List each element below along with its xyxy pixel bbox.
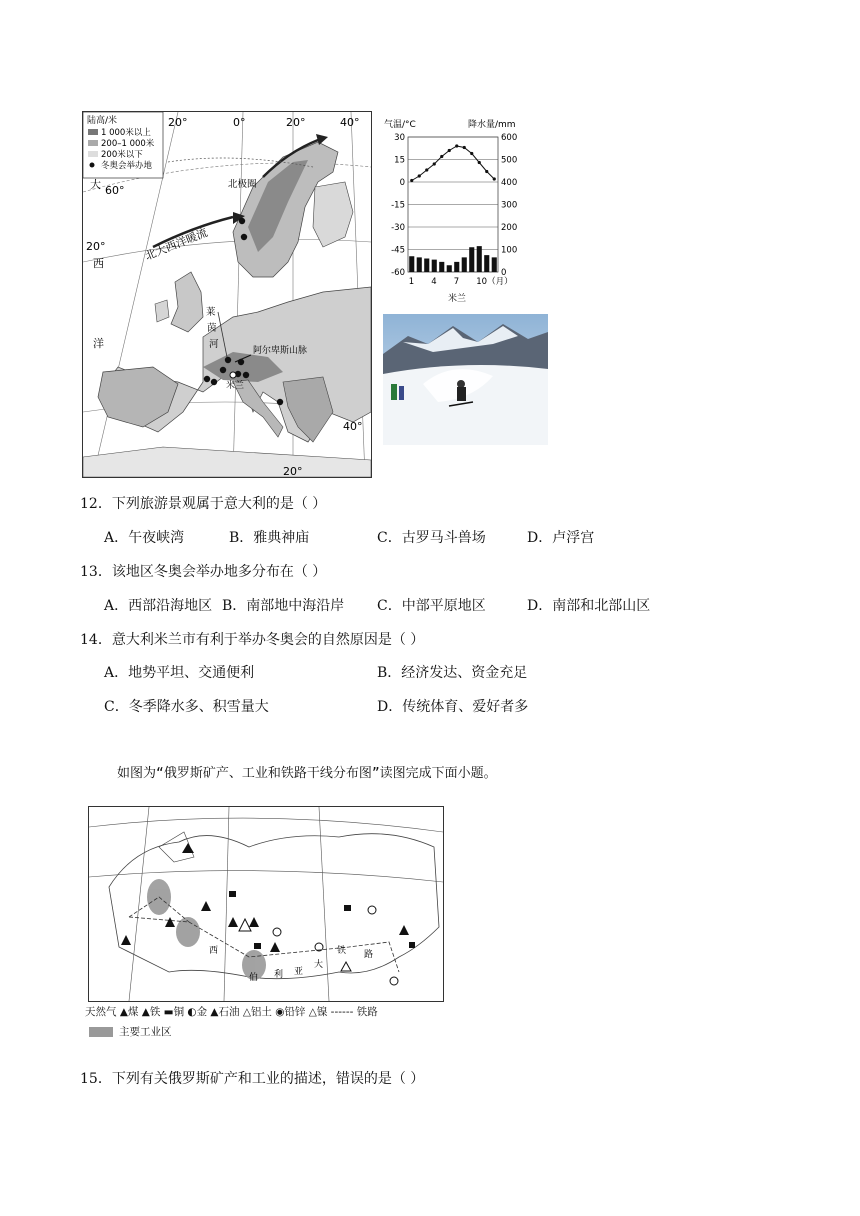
label-lon-0: 0°: [233, 116, 246, 129]
climate-temp-tick: 15: [394, 155, 405, 166]
climate-precip-tick: 500: [501, 155, 518, 166]
question-stem: 下列旅游景观属于意大利的是（ ）: [111, 496, 327, 512]
label-alps: 阿尔卑斯山脉: [253, 346, 308, 356]
q13-option-d[interactable]: D．南部和北部山区: [527, 598, 651, 614]
label-lon-20e: 20°: [286, 116, 306, 129]
russia-map: [88, 806, 444, 1002]
label-rhine-1: 莱: [206, 307, 216, 318]
label-rhine-3: 河: [209, 339, 219, 350]
label-da: 大: [314, 960, 324, 970]
temperature-point: [493, 177, 496, 180]
legend-item-high: 1 000米以上: [101, 128, 151, 138]
climate-temp-tick: 30: [394, 133, 405, 143]
russia-map-legend: 天然气 ▲煤 ▲铁 ▬铜 ◐金 ▲石油 △铝土 ◉铅锌 △镍 ------ 铁路: [85, 1006, 378, 1018]
climate-station-label: 米兰: [448, 294, 467, 304]
q14-option-c[interactable]: C．冬季降水多、积雪量大: [104, 699, 269, 715]
climate-precip-tick: 400: [501, 178, 518, 188]
milan-marker: [230, 372, 236, 378]
q14-option-d[interactable]: D．传统体育、爱好者多: [377, 699, 529, 715]
question-stem: 该地区冬奥会举办地多分布在（ ）: [111, 564, 327, 580]
temperature-line: [412, 146, 495, 181]
climate-temp-tick: -15: [391, 200, 405, 211]
climate-temp-tick: -30: [391, 223, 405, 233]
temperature-point: [440, 155, 443, 158]
question-14: [80, 630, 424, 650]
climate-month-tick: 1: [408, 277, 415, 287]
climate-temp-axis-label: 气温/°C: [384, 120, 416, 130]
temperature-point: [478, 161, 481, 164]
label-lon-20w: 20°: [168, 116, 188, 129]
precip-bar: [462, 257, 467, 272]
temperature-point: [448, 149, 451, 152]
question-number: 15．: [80, 1071, 112, 1087]
label-milan: 米兰: [226, 381, 245, 391]
europe-map: [82, 111, 372, 478]
precip-bar: [447, 265, 452, 272]
label-lon-40e: 40°: [340, 116, 360, 129]
q14-option-a[interactable]: A．地势平坦、交通便利: [104, 665, 255, 681]
label-ocean-2: 西: [93, 257, 104, 270]
climate-precip-axis-label: 降水量/mm: [468, 120, 516, 130]
section-intro: 如图为“俄罗斯矿产、工业和铁路干线分布图”读图完成下面小题。: [117, 766, 497, 781]
precip-bar: [439, 262, 444, 272]
precip-bar: [469, 247, 474, 272]
temperature-point: [425, 168, 428, 171]
temperature-point: [410, 179, 413, 182]
climate-precip-tick: 0: [501, 268, 507, 278]
label-rhine-2: 茵: [207, 323, 217, 334]
question-15: [80, 1069, 424, 1089]
q13-option-a[interactable]: A．西部沿海地区: [104, 598, 213, 614]
q12-option-a[interactable]: A．午夜峡湾: [104, 530, 185, 546]
climate-temp-tick: -45: [391, 245, 405, 256]
question-stem: 下列有关俄罗斯矿产和工业的描述，错误的是（ ）: [111, 1071, 425, 1087]
legend-title: 陆高/米: [87, 116, 118, 126]
climate-temp-tick: 0: [399, 178, 405, 188]
label-ocean-1: 大: [90, 178, 101, 191]
q13-option-b[interactable]: B．南部地中海沿岸: [222, 598, 345, 614]
label-xi: 西: [209, 946, 219, 956]
industrial-zone-label: 主要工业区: [119, 1026, 172, 1038]
label-lon-20e-bottom: 20°: [283, 465, 303, 477]
temperature-point: [470, 152, 473, 155]
question-12: [80, 494, 326, 514]
legend-item-low: 200米以下: [101, 150, 143, 160]
precip-bar: [484, 255, 489, 272]
label-lu: 路: [364, 950, 374, 960]
climate-month-tick: 10（月）: [476, 277, 513, 287]
precip-bar: [492, 257, 497, 272]
question-13: [80, 562, 326, 582]
climate-month-tick: 4: [431, 277, 437, 287]
industrial-zone-legend: [89, 1024, 172, 1039]
climate-precip-tick: 200: [501, 223, 518, 233]
legend-item-mid: 200–1 000米: [101, 139, 155, 149]
label-li: 利: [274, 970, 284, 980]
question-number: 12．: [80, 496, 112, 512]
industrial-zone-swatch: [89, 1027, 113, 1037]
legend-item-olympic: 冬奥会举办地: [101, 161, 153, 171]
label-ocean-3: 洋: [93, 337, 104, 350]
temperature-point: [433, 162, 436, 165]
q12-option-d[interactable]: D．卢浮宫: [527, 530, 595, 546]
precip-bar: [409, 256, 414, 272]
label-lat-40: 40°: [343, 420, 363, 433]
climate-precip-tick: 600: [501, 133, 518, 143]
question-number: 13．: [80, 564, 112, 580]
temperature-point: [463, 146, 466, 149]
label-lat-20: 20°: [86, 240, 106, 253]
label-north-atlantic-current: 北大西洋暖流: [143, 226, 210, 263]
label-bo: 伯: [249, 973, 259, 983]
precip-bar: [477, 246, 482, 272]
q12-option-c[interactable]: C．古罗马斗兽场: [377, 530, 486, 546]
q13-option-c[interactable]: C．中部平原地区: [377, 598, 486, 614]
climate-precip-tick: 300: [501, 200, 518, 211]
temperature-point: [455, 144, 458, 147]
temperature-point: [418, 174, 421, 177]
label-ya: 亚: [294, 967, 304, 977]
milan-climate-chart: [380, 115, 530, 305]
label-tie: 铁: [337, 946, 347, 956]
temperature-point: [485, 170, 488, 173]
climate-month-tick: 7: [453, 277, 460, 287]
ski-photo: [383, 314, 548, 445]
question-stem: 意大利米兰市有利于举办冬奥会的自然原因是（ ）: [111, 632, 425, 648]
question-number: 14．: [80, 632, 112, 648]
climate-precip-tick: 100: [501, 245, 518, 256]
label-lat-60: 60°: [105, 184, 125, 197]
precip-bar: [424, 259, 429, 273]
precip-bar: [432, 260, 437, 272]
precip-bar: [417, 257, 422, 272]
q12-option-b[interactable]: B．雅典神庙: [229, 530, 310, 546]
precip-bar: [454, 262, 459, 272]
label-arctic-circle: 北极圈: [228, 179, 257, 190]
climate-temp-tick: -60: [391, 268, 405, 278]
q14-option-b[interactable]: B．经济发达、资金充足: [377, 665, 528, 681]
